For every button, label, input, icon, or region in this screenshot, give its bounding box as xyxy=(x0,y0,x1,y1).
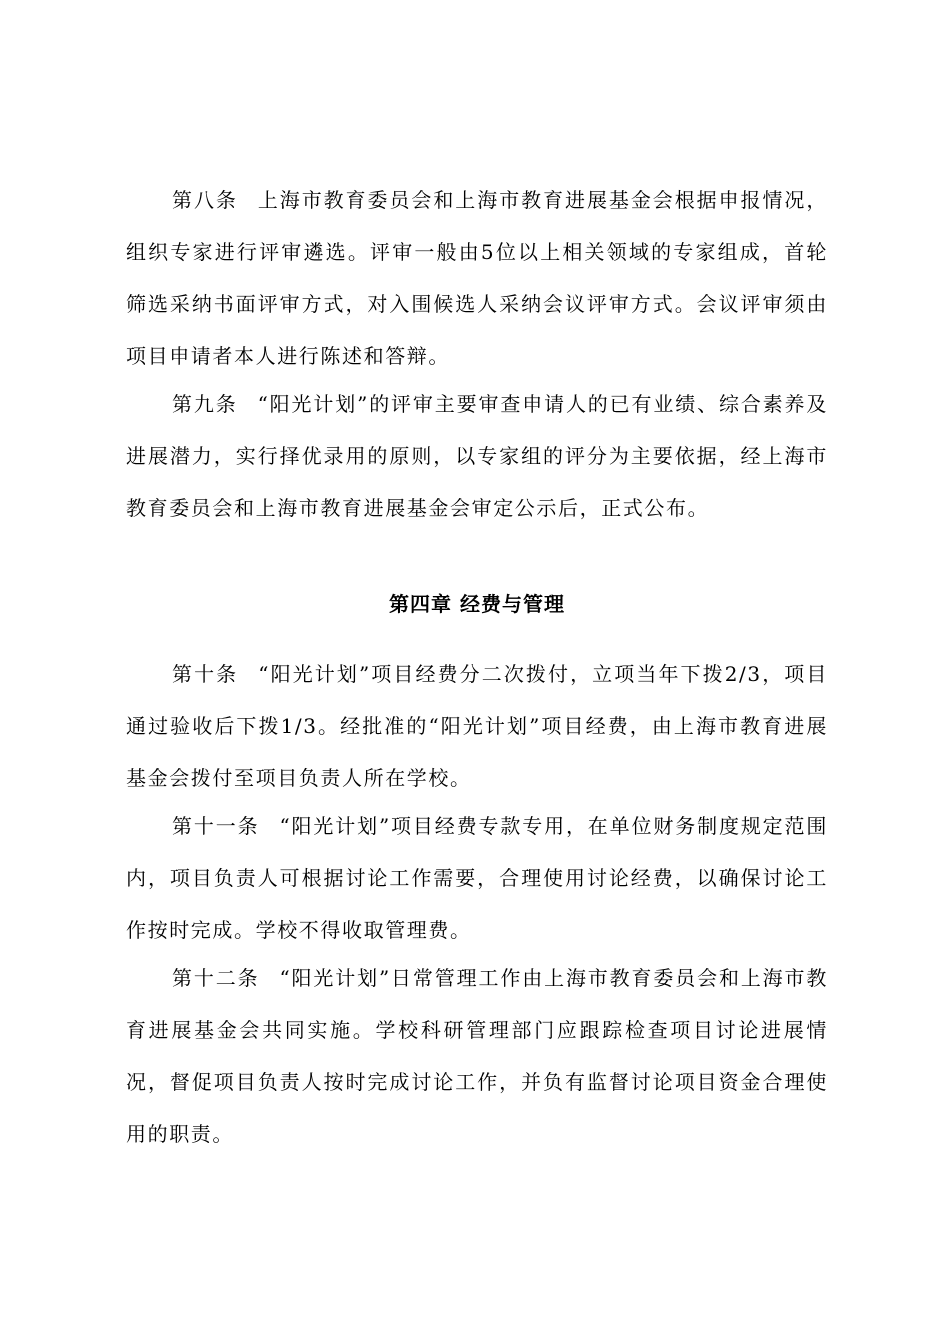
article-12-paragraph xyxy=(126,952,828,1160)
article-8-paragraph xyxy=(126,174,828,382)
article-8-number: 第八条 xyxy=(172,188,238,212)
chapter-4-heading: 第四章 经费与管理 xyxy=(389,592,565,616)
article-11-number: 第十一条 xyxy=(172,814,260,838)
article-9-paragraph xyxy=(126,378,828,534)
article-9-text: “阳光计划”的评审主要审查申请人的已有业绩、综合素养及进展潜力，实行择优录用的原则，以专家组的评分为主要依据，经上海市教育委员会和上海市教育进展基金会审定公示后，正式公布。 xyxy=(126,392,828,520)
article-12-number: 第十二条 xyxy=(172,966,260,990)
article-12-text: “阳光计划”日常管理工作由上海市教育委员会和上海市教育进展基金会共同实施。学校科研管理部门应跟踪检查项目讨论进展情况，督促项目负责人按时完成讨论工作，并负有监督讨论项目资金合理使用的职责。 xyxy=(126,966,828,1146)
article-8-text: 上海市教育委员会和上海市教育进展基金会根据申报情况，组织专家进行评审遴选。评审一般由5位以上相关领域的专家组成，首轮筛选采纳书面评审方式，对入围候选人采纳会议评审方式。会议评审须由项目申请者本人进行陈述和答辩。 xyxy=(126,188,828,368)
article-9-number: 第九条 xyxy=(172,392,238,416)
article-10-paragraph xyxy=(126,648,828,804)
article-10-number: 第十条 xyxy=(172,662,239,686)
article-11-text: “阳光计划”项目经费专款专用，在单位财务制度规定范围内，项目负责人可根据讨论工作需要，合理使用讨论经费，以确保讨论工作按时完成。学校不得收取管理费。 xyxy=(126,814,828,942)
article-11-paragraph xyxy=(126,800,828,956)
article-10-text: “阳光计划”项目经费分二次拨付，立项当年下拨2/3，项目通过验收后下拨1/3。经批准的“阳光计划”项目经费，由上海市教育进展基金会拨付至项目负责人所在学校。 xyxy=(126,662,828,790)
